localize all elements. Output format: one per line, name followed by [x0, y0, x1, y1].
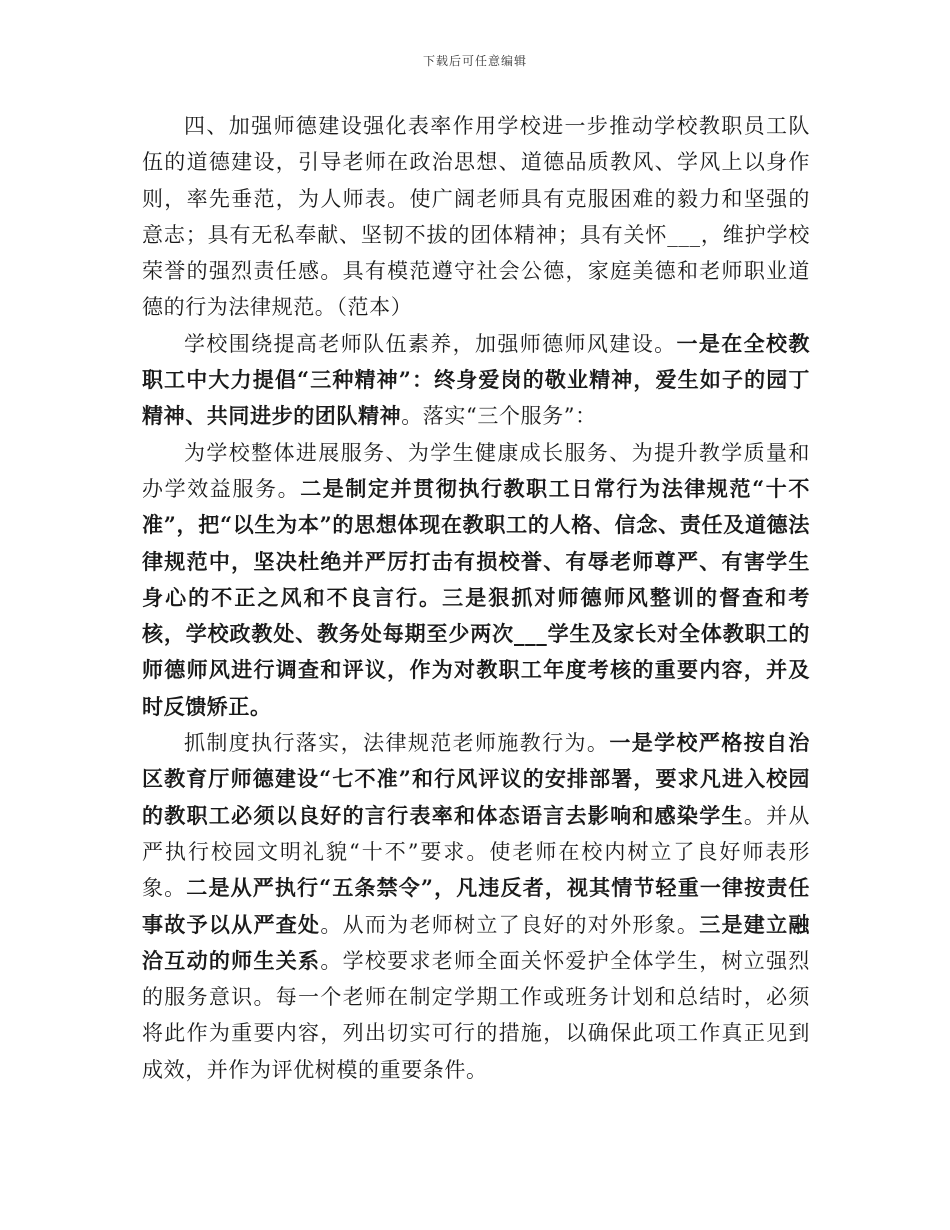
page-header: 下载后可任意编辑: [422, 54, 527, 68]
paragraph: [142, 108, 810, 326]
paragraph-text: 学校围绕提高老师队伍素养，加强师德师风建设。: [184, 331, 677, 356]
paragraph: [142, 725, 810, 1088]
paragraph-bold-text: 一是在全校教职工中大力提倡“三种精神”：终身爱岗的敬业精神，爱生如子的园丁精神、共同进步的团队精神: [142, 330, 810, 429]
paragraph: [142, 435, 810, 725]
paragraph-text: 。并从严执行校园文明礼貌“十不”要求。使老师在校内树立了良好师表形象。: [142, 803, 810, 901]
paragraph: [142, 326, 810, 435]
paragraph-bold-text: 二是制定并贯彻执行教职工日常行为法律规范“十不准”，把“以生为本”的思想体现在教职工的人格、信念、责任及道德法律规范中，坚决杜绝并严厉打击有损校誉、有辱老师尊严、有害学生身心的不正之风和不良言行。三是狠抓对师德师风整训的督查和考核，学校政教处、教务处每期至少两次___学生及家长对全体教职工的师德师风进行调查和评议，作为对教职工年度考核的重要内容，并及时反馈矫正。: [142, 475, 810, 719]
paragraph-text: 。从而为老师树立了良好的对外形象。: [320, 912, 700, 937]
paragraph-bold-text: 一是学校严格按自治区教育厅师德建设“七不准”和行风评议的安排部署，要求凡进入校园的教职工必须以良好的言行表率和体态语言去影响和感染学生: [142, 730, 810, 828]
paragraph-bold-text: 三是建立融洽互动的师生关系: [142, 911, 810, 973]
paragraph-bold-text: 二是从严执行“五条禁令”，凡违反者，视其情节轻重一律按责任事故予以从严查处: [142, 875, 811, 937]
document-body: [142, 108, 810, 1088]
paragraph-text: 四、加强师德建设强化表率作用学校进一步推动学校教职员工队伍的道德建设，引导老师在政治思想、道德品质教风、学风上以身作则，率先垂范，为人师表。使广阔老师具有克服困难的毅力和坚强的意志；具有无私奉献、坚韧不拔的团体精神；具有关怀___，维护学校荣誉的强烈责任感。具有模范遵守社会公德，家庭美德和老师职业道德的行为法律规范。（范本）: [142, 114, 810, 320]
paragraph-text: 。落实“三个服务”：: [401, 404, 597, 429]
paragraph-text: 。学校要求老师全面关怀爱护全体学生，树立强烈的服务意识。每一个老师在制定学期工作或班务计划和总结时，必须将此作为重要内容，列出切实可行的措施，以确保此项工作真正见到成效，并作为评优树模的重要条件。: [142, 948, 810, 1082]
paragraph-text: 抓制度执行落实，法律规范老师施教行为。: [184, 731, 610, 756]
paragraph-text: 为学校整体进展服务、为学生健康成长服务、为提升教学质量和办学效益服务。: [142, 440, 810, 501]
